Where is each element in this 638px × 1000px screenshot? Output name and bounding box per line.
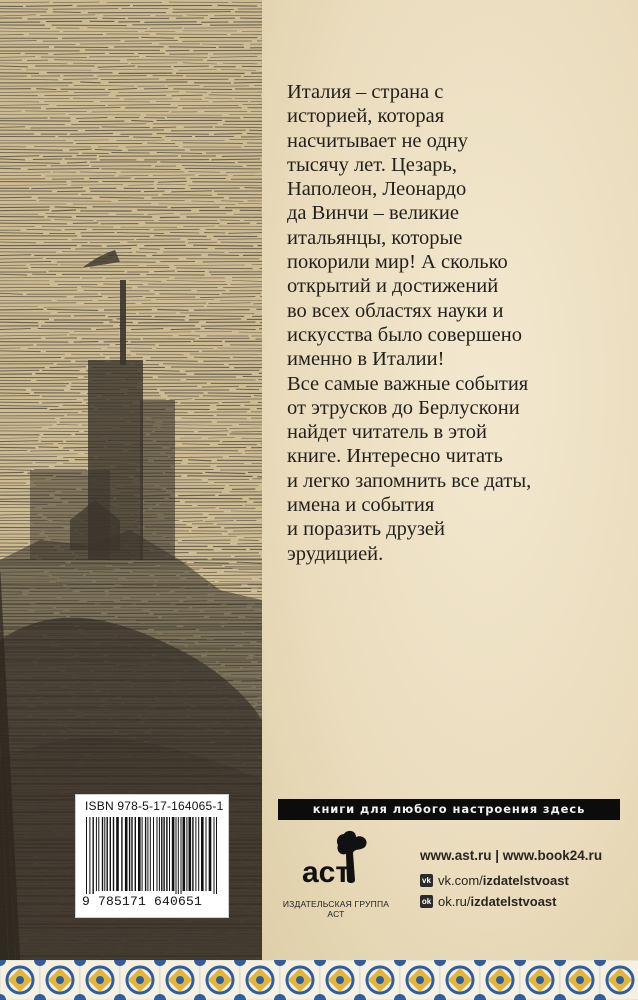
barcode-bar — [169, 817, 170, 891]
barcode-bar — [89, 817, 90, 897]
barcode-bar — [135, 817, 136, 891]
barcode-bar — [206, 817, 207, 891]
tagline-banner: книги для любого настроения здесь — [278, 799, 620, 820]
barcode-bar — [145, 817, 146, 891]
tile — [474, 960, 520, 1000]
barcode-bar — [107, 817, 108, 891]
barcode-bar — [159, 817, 160, 891]
tile — [274, 960, 320, 1000]
barcode-bar — [93, 817, 94, 897]
barcode-bar — [125, 817, 128, 891]
tile — [114, 960, 160, 1000]
majolica-tile-border — [0, 960, 638, 1000]
ast-logo-text: аст — [302, 856, 351, 889]
isbn-label: ISBN 978-5-17-164065-1 — [85, 799, 224, 813]
barcode-bar — [195, 817, 196, 891]
barcode-bar — [142, 817, 143, 891]
barcode-bar — [147, 817, 148, 891]
barcode-bar — [192, 817, 193, 891]
barcode-bar — [102, 817, 103, 891]
ast-logo — [300, 828, 380, 892]
barcode-bar — [198, 817, 199, 891]
tile — [434, 960, 480, 1000]
website-links[interactable]: www.ast.ru | www.book24.ru — [420, 848, 603, 863]
barcode-bar — [201, 817, 204, 891]
barcode-bar — [153, 817, 154, 891]
tile — [594, 960, 638, 1000]
barcode-bar — [209, 817, 212, 891]
barcode-bar — [113, 817, 114, 891]
vk-link[interactable] — [420, 873, 602, 888]
barcode-bar — [161, 817, 162, 891]
barcode-bar — [104, 817, 105, 891]
barcode-digits: 9 785171 640651 — [82, 894, 222, 909]
barcode-bar — [110, 817, 111, 891]
barcode-bar — [163, 817, 164, 891]
barcode-bar — [86, 817, 87, 897]
barcode-bar — [189, 817, 192, 891]
ok-icon: ok — [421, 897, 432, 906]
publisher-name: ИЗДАТЕЛЬСКАЯ ГРУППА АСТ — [282, 899, 390, 919]
barcode-bar — [181, 817, 182, 897]
barcode-bar — [96, 817, 97, 891]
barcode-bar — [138, 817, 141, 891]
vk-prefix: vk.com/ — [438, 873, 483, 888]
barcode-bar — [216, 817, 217, 897]
barcode-bar — [214, 817, 215, 897]
barcode-bar — [116, 817, 119, 891]
tile — [0, 960, 40, 1000]
barcode-bar — [186, 817, 187, 891]
tile — [314, 960, 360, 1000]
tile — [34, 960, 80, 1000]
ok-link[interactable] — [420, 894, 602, 909]
ok-handle: izdatelstvoast — [470, 894, 557, 909]
tile — [194, 960, 240, 1000]
barcode-bar — [166, 817, 167, 891]
contact-links — [420, 848, 602, 915]
barcode-bar — [183, 817, 186, 891]
tile — [74, 960, 120, 1000]
barcode-bar — [131, 817, 132, 891]
tile — [554, 960, 600, 1000]
barcode-bar — [150, 817, 151, 891]
barcode — [82, 817, 222, 897]
barcode-bar — [98, 817, 99, 891]
barcode-bar — [176, 817, 177, 897]
tile — [154, 960, 200, 1000]
barcode-bar — [157, 817, 158, 891]
tile — [354, 960, 400, 1000]
tile — [514, 960, 560, 1000]
barcode-bar — [172, 817, 175, 891]
barcode-bar — [129, 817, 130, 891]
tile — [234, 960, 280, 1000]
barcode-bar — [121, 817, 122, 891]
tile — [394, 960, 440, 1000]
ok-prefix: ok.ru/ — [438, 894, 471, 909]
book-description: Италия – страна с историей, которая насчитывает не одну тысячу лет. Цезарь, Наполеон, Леонардо да Винчи – великие итальянцы, которые покорили мир! А сколько открытий и достижений во всех областях науки и искусства было совершено именно в Италии! Все самые важные события от этрусков до Берлускони найдет читатель в этой книге. Интересно читать и легко запомнить все даты, имена и события и поразить друзей эрудицией. — [287, 81, 532, 565]
isbn-barcode-box — [75, 794, 229, 918]
barcode-bar — [178, 817, 179, 897]
vk-handle: izdatelstvoast — [482, 873, 569, 888]
vk-icon: vk — [420, 874, 433, 887]
